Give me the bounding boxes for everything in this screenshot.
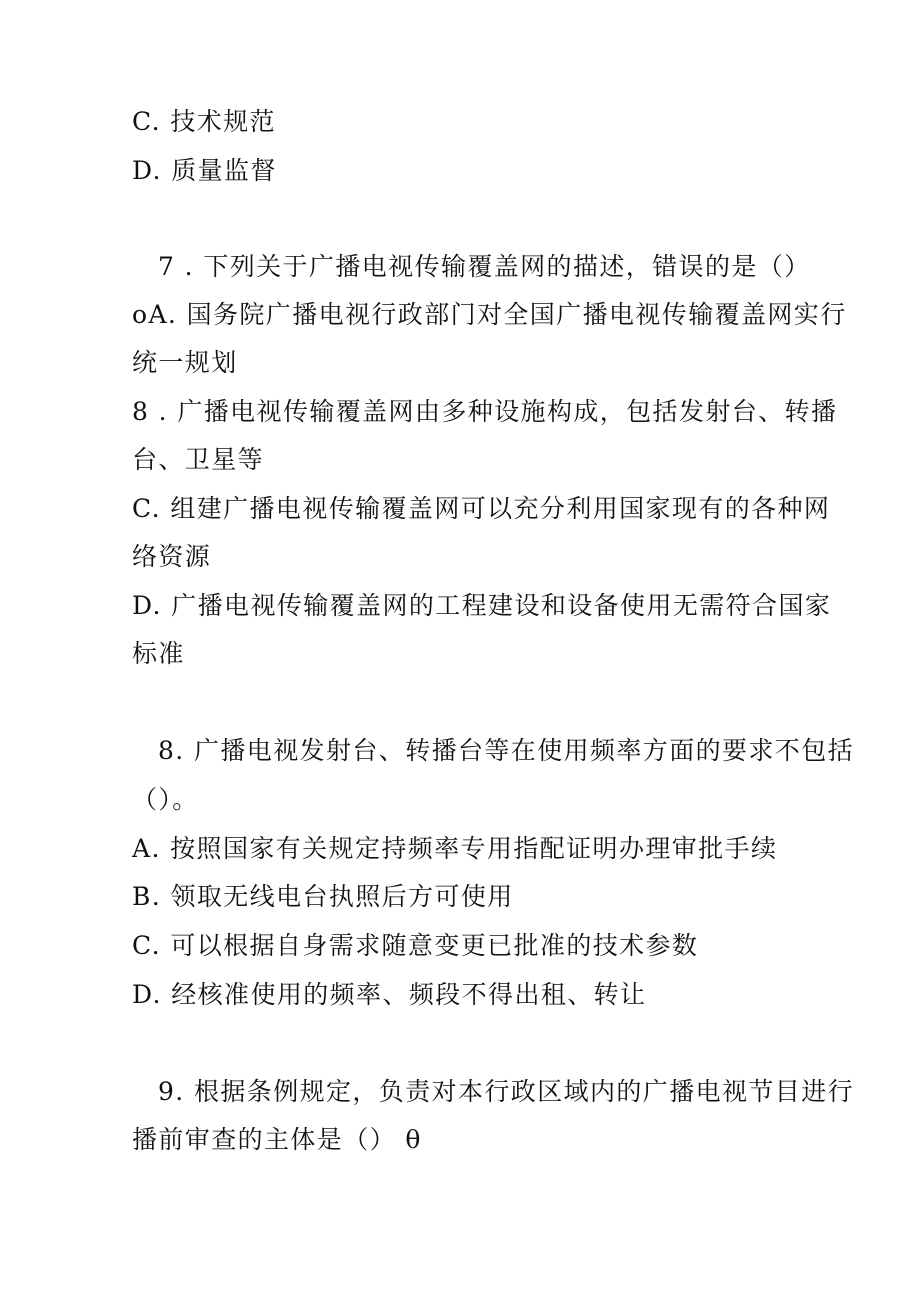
- question-8-stem-line2: （）。: [132, 785, 199, 814]
- question-7-option-d-line2: 标准: [132, 639, 185, 668]
- question-8-option-c: C. 可以根据自身需求随意变更已批准的技术参数: [132, 931, 699, 960]
- question-9-stem-line1: 9. 根据条例规定，负责对本行政区域内的广播电视节目进行: [158, 1077, 855, 1106]
- question-8-option-b: B. 领取无线电台执照后方可使用: [132, 882, 514, 911]
- question-7-option-c-line1: C. 组建广播电视传输覆盖网可以充分利用国家现有的各种网: [132, 494, 831, 523]
- question-7-option-a-line1: oA. 国务院广播电视行政部门对全国广播电视传输覆盖网实行: [132, 300, 847, 329]
- question-7-option-c-line2: 络资源: [132, 542, 212, 571]
- question-7-stem: 7 . 下列关于广播电视传输覆盖网的描述，错误的是（）: [158, 252, 811, 281]
- question-8-option-d: D. 经核准使用的频率、频段不得出租、转让: [132, 980, 647, 1009]
- question-8-option-a: A. 按照国家有关规定持频率专用指配证明办理审批手续: [132, 834, 778, 863]
- question-7-option-b-line1: 8 . 广播电视传输覆盖网由多种设施构成，包括发射台、转播: [132, 397, 838, 426]
- question-7-option-d-line1: D. 广播电视传输覆盖网的工程建设和设备使用无需符合国家: [132, 591, 832, 620]
- option-c-prev: C. 技术规范: [132, 107, 276, 136]
- option-d-prev: D. 质量监督: [132, 156, 277, 185]
- question-7-option-a-line2: 统一规划: [132, 348, 238, 377]
- question-8-stem-line1: 8. 广播电视发射台、转播台等在使用频率方面的要求不包括: [158, 736, 855, 765]
- question-9-stem-line2: 播前审查的主体是（） θ: [132, 1125, 422, 1154]
- question-7-option-b-line2: 台、卫星等: [132, 445, 265, 474]
